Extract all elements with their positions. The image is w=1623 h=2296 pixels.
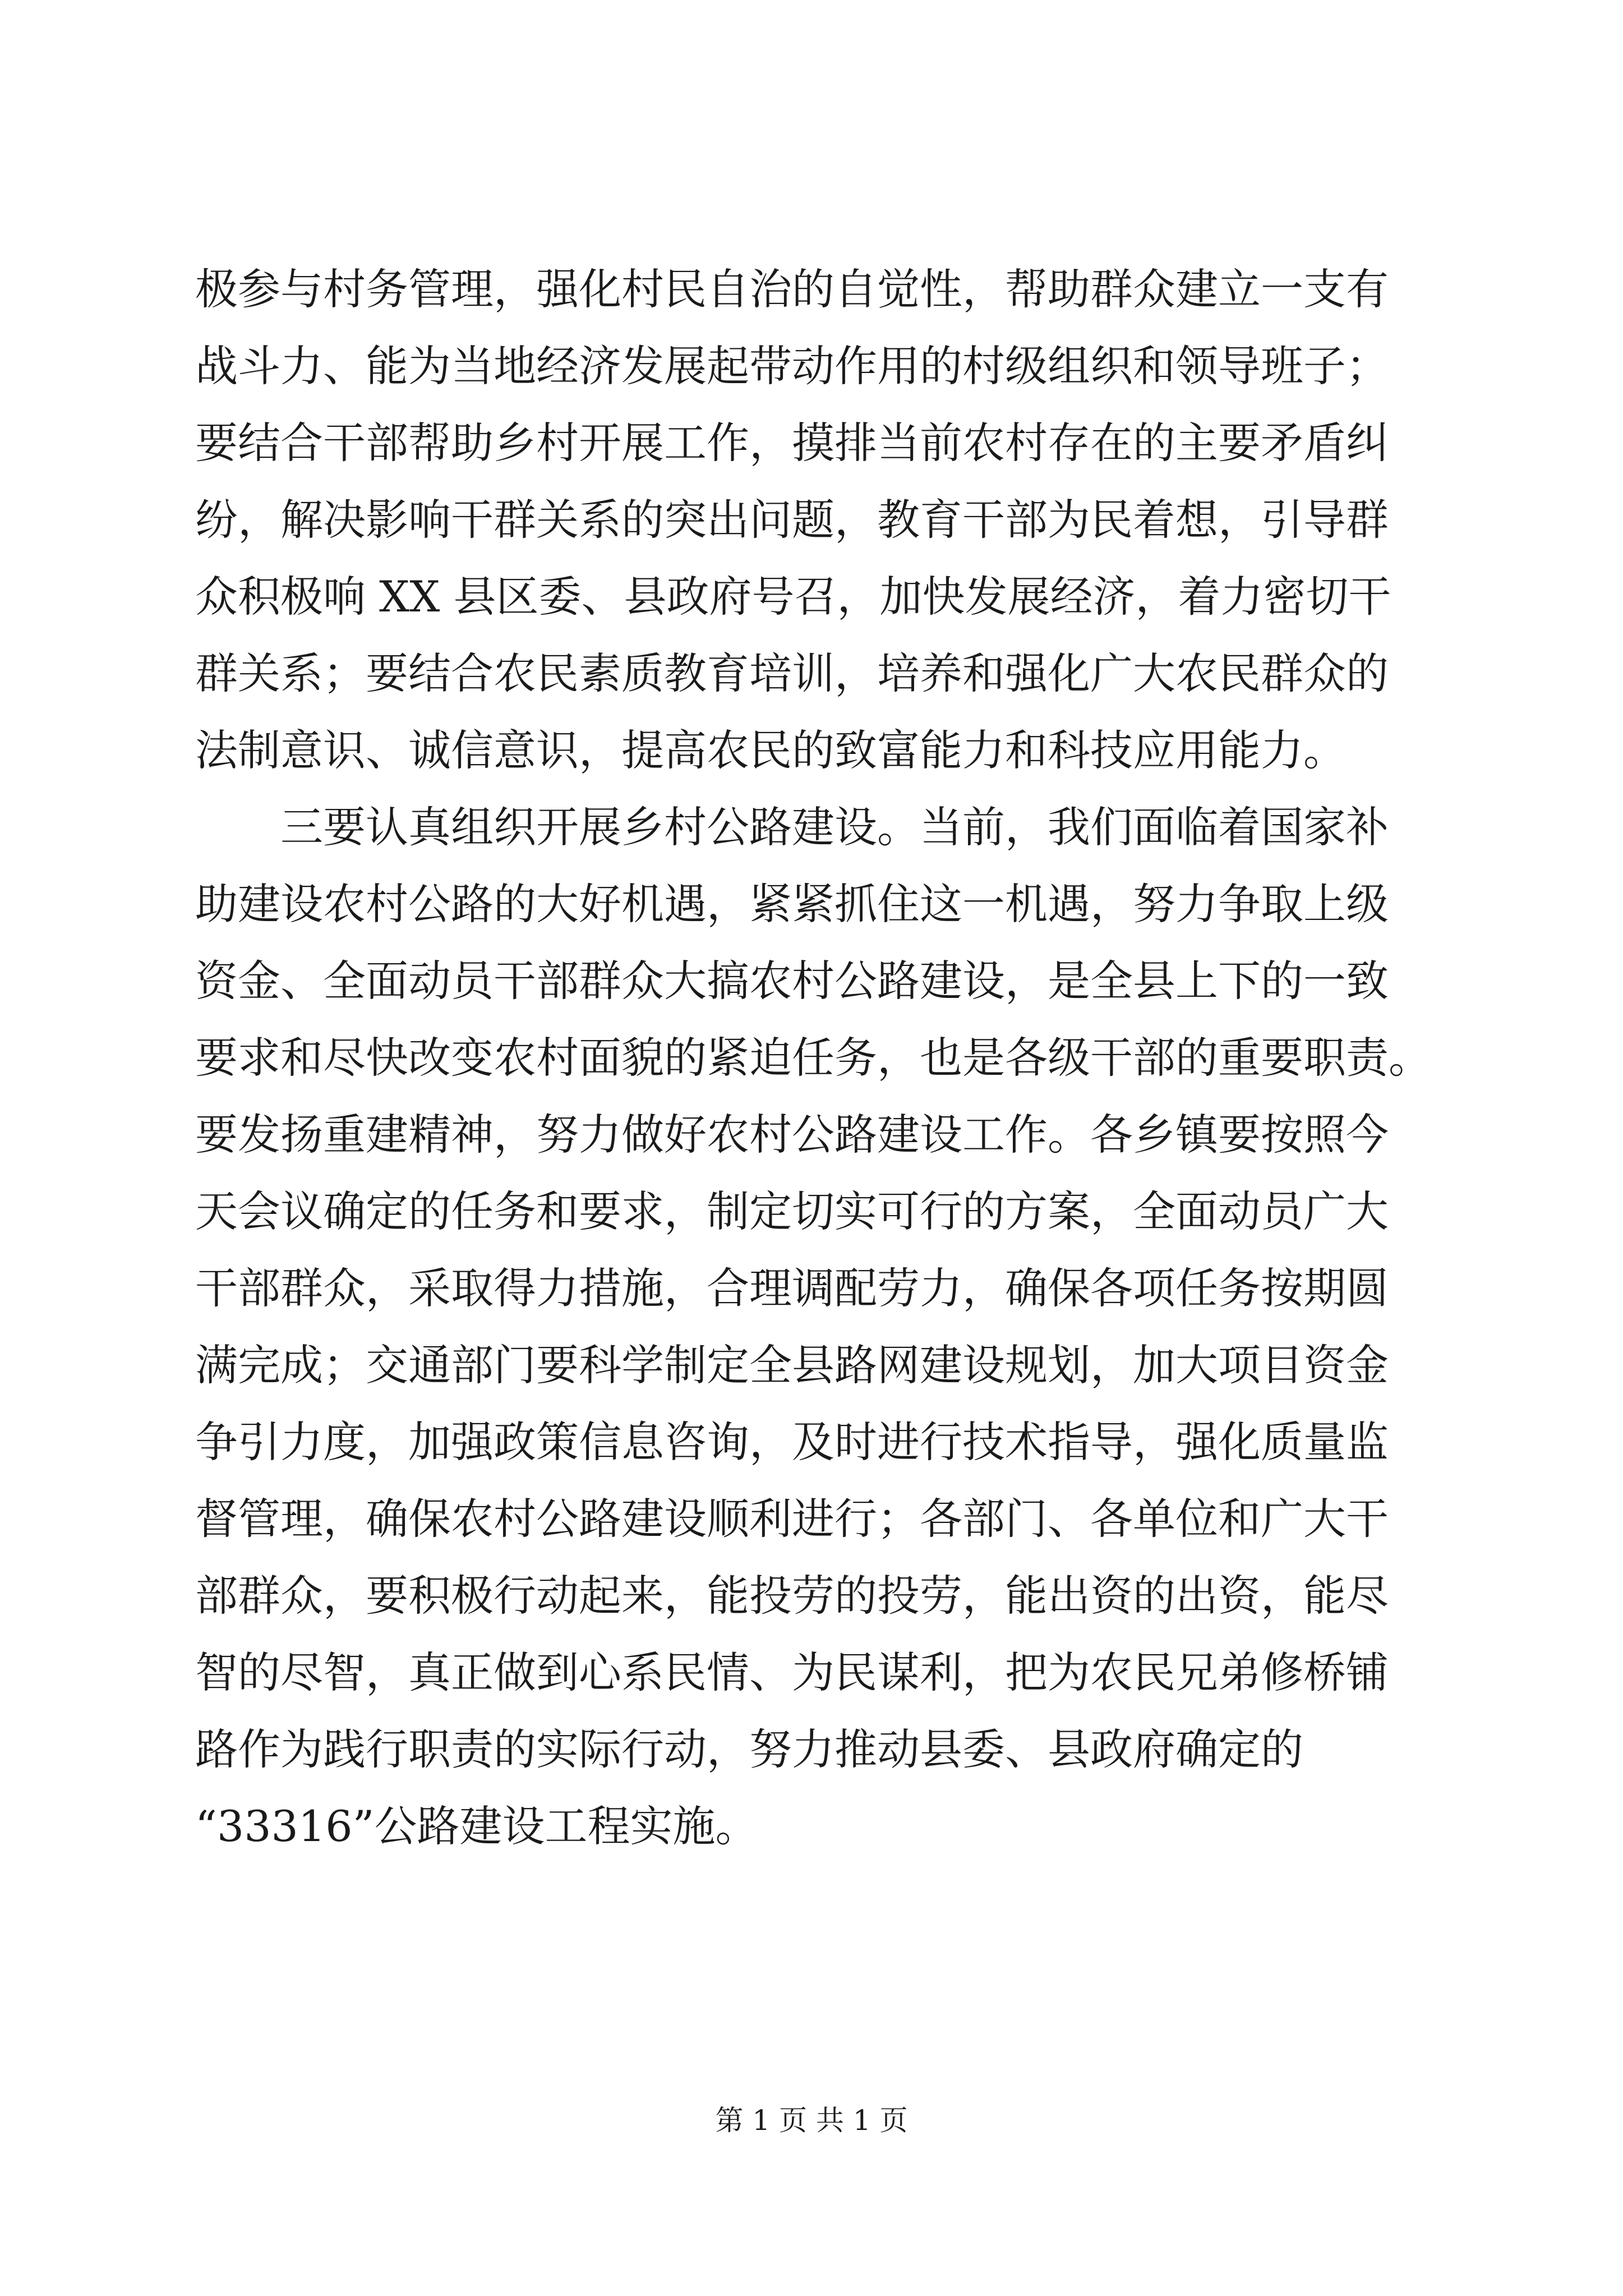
paragraph-first-line: 三要认真组织开展乡村公路建设。当前，我们面临着国家补	[280, 802, 1389, 852]
text-line: 要发扬重建精神，努力做好农村公路建设工作。各乡镇要按照今	[195, 1110, 1389, 1159]
text-line: 极参与村务管理，强化村民自治的自觉性，帮助群众建立一支有	[195, 264, 1389, 314]
text-line: 纷，解决影响干群关系的突出问题，教育干部为民着想，引导群	[195, 495, 1389, 545]
text-line: 干部群众，采取得力措施，合理调配劳力，确保各项任务按期圆	[195, 1263, 1389, 1313]
text-line: 部群众，要积极行动起来，能投劳的投劳，能出资的出资，能尽	[195, 1571, 1389, 1621]
page-footer	[0, 2101, 1623, 2140]
text-line: 群关系；要结合农民素质教育培训，培养和强化广大农民群众的	[195, 648, 1389, 698]
text-line: 法制意识、诚信意识，提高农民的致富能力和科技应用能力。	[195, 725, 1346, 775]
body-text	[195, 251, 1429, 1865]
text-line: 战斗力、能为当地经济发展起带动作用的村级组织和领导班子；	[195, 341, 1389, 391]
text-line: 要求和尽快改变农村面貌的紧迫任务，也是各级干部的重要职责。	[195, 1033, 1431, 1083]
text-line: 路作为践行职责的实际行动，努力推动县委、县政府确定的	[195, 1724, 1303, 1774]
text-line: 争引力度，加强政策信息咨询，及时进行技术指导，强化质量监	[195, 1417, 1389, 1467]
text-line: 满完成；交通部门要科学制定全县路网建设规划，加大项目资金	[195, 1340, 1389, 1390]
text-line: “33316”公路建设工程实施。	[195, 1801, 758, 1851]
text-line: 智的尽智，真正做到心系民情、为民谋利，把为农民兄弟修桥铺	[195, 1648, 1389, 1697]
text-line: 督管理，确保农村公路建设顺利进行；各部门、各单位和广大干	[195, 1494, 1389, 1544]
text-line: 助建设农村公路的大好机遇，紧紧抓住这一机遇，努力争取上级	[195, 879, 1389, 929]
text-line: 众积极响 XX 县区委、县政府号召，加快发展经济，着力密切干	[195, 572, 1391, 622]
text-line: 资金、全面动员干部群众大搞农村公路建设，是全县上下的一致	[195, 956, 1389, 1006]
text-line: 要结合干部帮助乡村开展工作，摸排当前农村存在的主要矛盾纠	[195, 418, 1389, 468]
text-line: 天会议确定的任务和要求，制定切实可行的方案，全面动员广大	[195, 1186, 1389, 1236]
page-number: 第 1 页 共 1 页	[715, 2104, 908, 2137]
